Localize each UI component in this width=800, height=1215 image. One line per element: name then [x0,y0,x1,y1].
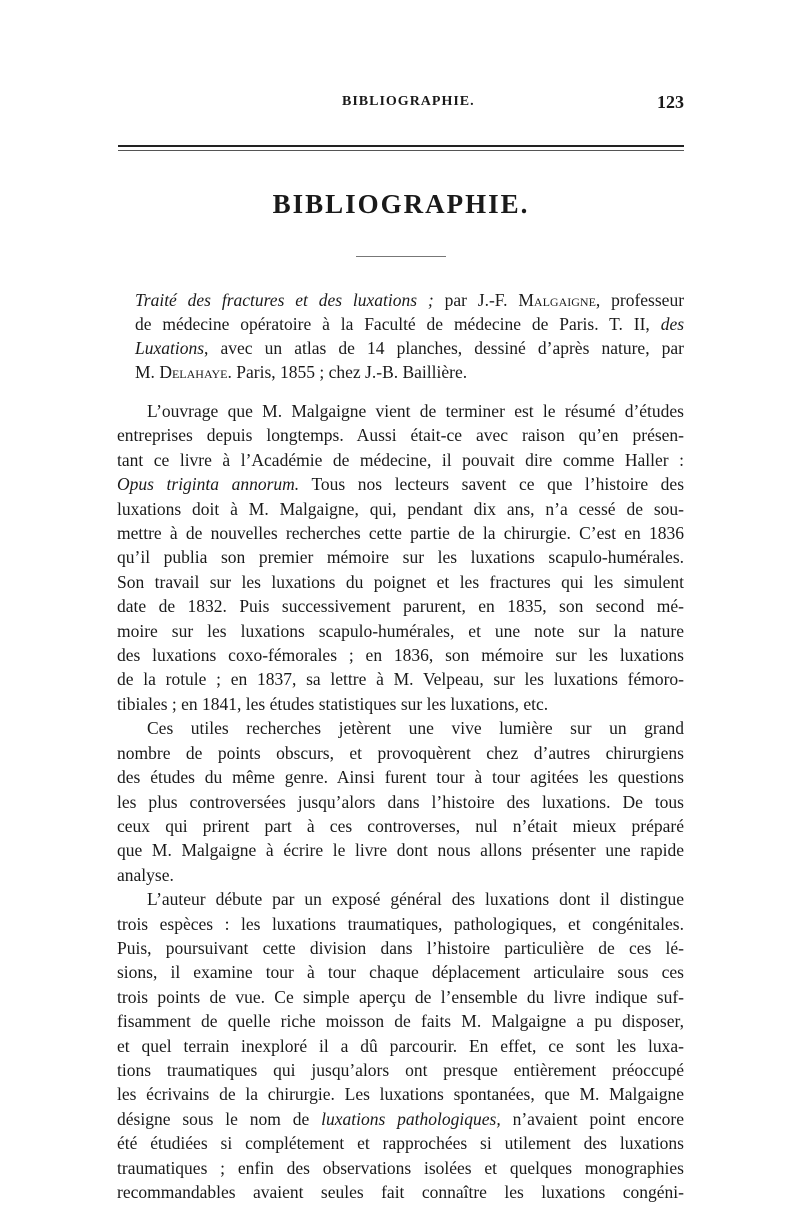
text-line: Puis, poursuivant cette division dans l’histoire particulière de ces lé- [117,937,684,958]
text-line: Son travail sur les luxations du poignet et les fractures qui les simulent [117,571,684,592]
text-line: qu’il publia son premier mémoire sur les luxations scapulo-humérales. [117,547,684,568]
text-line [117,472,684,496]
citation-by: par J.-F. [444,290,508,310]
text-line: date de 1832. Puis successivement parurent, en 1835, son second mé- [117,596,684,617]
title-rule [356,256,446,257]
text-line: sions, il examine tour à tour chaque déplacement articulaire sous ces [117,962,684,983]
citation-line1-tail: , professeur [595,290,685,310]
illustrator-name: Delahaye [159,362,228,382]
book-title: Traité des fractures et des luxations ; [135,290,434,310]
citation-line4: . Paris, 1855 ; chez J.-B. Baillière. [227,362,468,382]
text-line: analyse. [117,864,174,885]
section-title: BIBLIOGRAPHIE. [272,189,530,219]
text-line: luxations doit à M. Malgaigne, qui, pendant dix ans, n’a cessé de sou- [117,498,684,519]
text-line: recommandables avaient seules fait connaître les luxations congéni- [117,1182,684,1202]
text-line: L’ouvrage que M. Malgaigne vient de terminer est le résumé d’études [147,401,684,421]
text-line: fisamment de quelle riche moisson de faits M. Malgaigne a pu disposer, [117,1011,684,1032]
text-line: été étudiées si complétement et rapprochées si utilement des luxations [117,1133,684,1154]
text-line: L’auteur débute par un exposé général des luxations dont il distingue [147,889,684,910]
citation-line3-italic: Luxations [135,338,205,358]
text-line: mettre à de nouvelles recherches cette partie de la chirurgie. C’est en 1836 [117,523,684,544]
text-line: tibiales ; en 1841, les études statistiques sur les luxations, etc. [117,693,549,714]
text-line: traumatiques ; enfin des observations isolées et quelques monographies [117,1157,684,1178]
citation-line2: de médecine opératoire à la Faculté de médecine de Paris. T. II, [135,314,650,334]
latin-quote: Opus triginta annorum. [117,474,300,495]
text-line-rest: n’avaient point encore [512,1108,684,1129]
text-line: de la rotule ; en 1837, sa lettre à M. Velpeau, sur les luxations fémoro- [117,669,684,690]
header-rule-thin [118,150,684,151]
text-line-rest: Tous nos lecteurs savent ce que l’histoire des [311,474,684,495]
text-line: les écrivains de la chirurgie. Les luxations spontanées, que M. Malgaigne [117,1084,684,1105]
italic-term: luxations pathologiques, [321,1108,501,1129]
running-title: BIBLIOGRAPHIE. [342,94,475,109]
text-line: tant ce livre à l’Académie de médecine, il pouvait dire comme Haller : [117,449,684,470]
text-line: moire sur les luxations scapulo-humérales, et une note sur la nature [117,620,684,641]
book-citation [137,288,684,384]
text-line: des études du même genre. Ainsi furent tour à tour agitées les questions [117,767,684,788]
paragraph-1 [117,399,684,716]
text-line: ceux qui prirent part à ces controverses, nul n’était mieux préparé [117,815,684,836]
page-number: 123 [657,92,684,112]
text-line: et quel terrain inexploré il a dû parcourir. En effet, ce sont les luxa- [117,1035,684,1056]
text-line: trois points de vue. Ce simple aperçu de l’ensemble du livre indique suf- [117,986,684,1007]
text-line-pre: désigne sous le nom de [117,1108,310,1129]
text-line: les plus controversées jusqu’alors dans l’histoire des luxations. De tous [117,791,684,812]
text-line: trois espèces : les luxations traumatiques, pathologiques, et congénitales. [117,913,684,934]
author-name: Malgaigne [518,290,596,310]
header-rule-thick [118,145,684,147]
text-line [117,1107,684,1131]
citation-line4-pre: M. [135,362,155,382]
text-line: entreprises depuis longtemps. Aussi était-ce avec raison qu’en présen- [117,425,684,446]
body-text [117,399,684,1204]
paragraph-3 [117,887,684,1204]
paragraph-2 [117,716,684,887]
text-line: Ces utiles recherches jetèrent une vive lumière sur un grand [147,718,684,739]
text-line: nombre de points obscurs, et provoquèrent chez d’autres chirurgiens [117,742,684,763]
text-line: que M. Malgaigne à écrire le livre dont nous allons présenter une rapide [117,840,684,861]
citation-line2-italic: des [660,314,685,334]
running-header [118,94,684,116]
text-line: des luxations coxo-fémorales ; en 1836, son mémoire sur les luxations [117,645,684,666]
citation-line3: , avec un atlas de 14 planches, dessiné d’après nature, par [204,338,684,358]
text-line: tions traumatiques qui jusqu’alors ont presque entièrement préoccupé [117,1059,684,1080]
